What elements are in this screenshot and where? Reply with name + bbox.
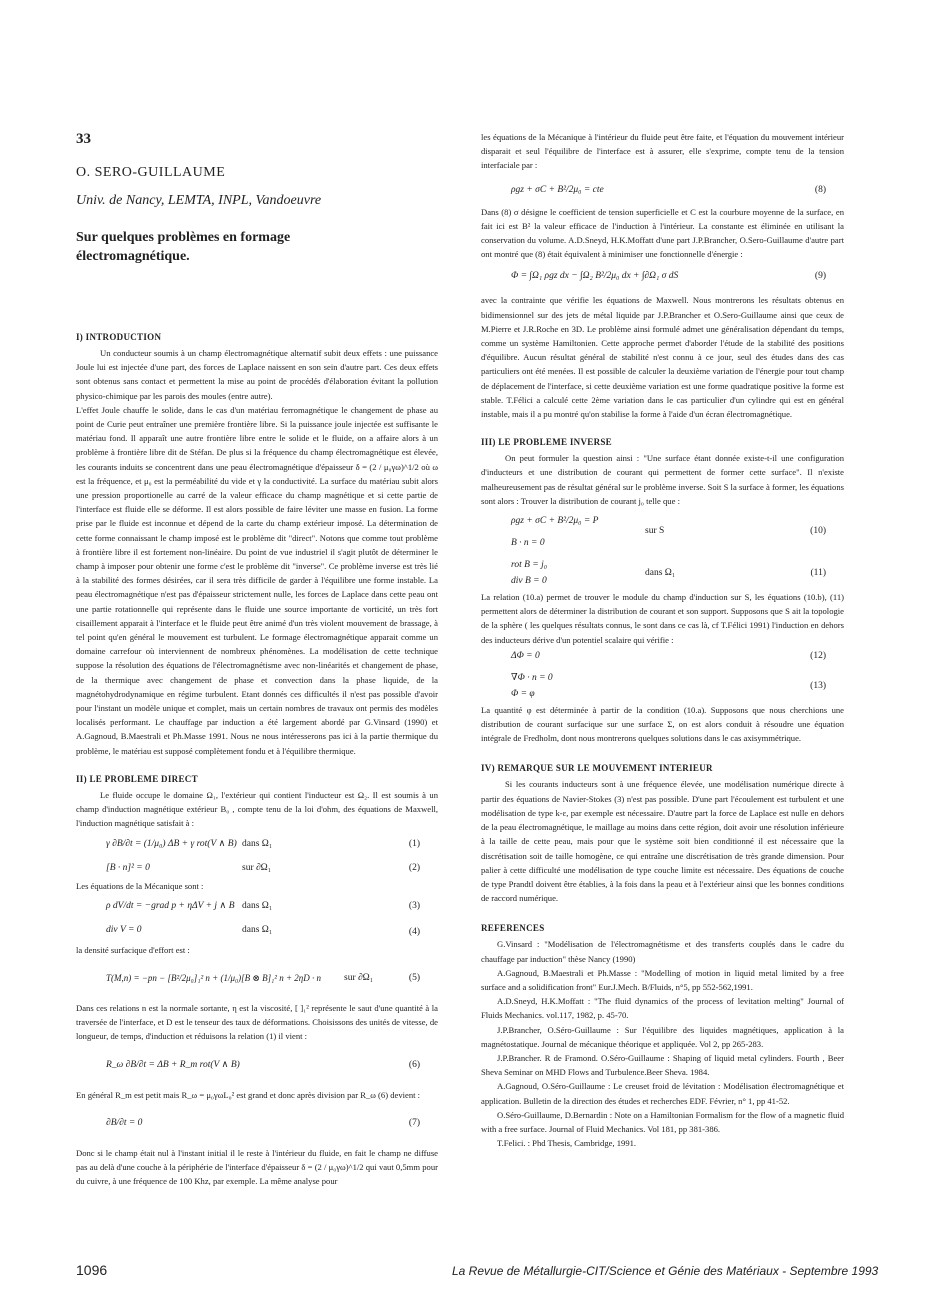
paragraph: Le fluide occupe le domaine Ω₁, l'extérieur qui contient l'inducteur est Ω₂. Il est soumis à un champ d'induction magnétique extérieur B₀ , compte tenu de la loi d'ohm, des équations de Maxwell, l'induction magnétique satisfait à : [76, 789, 438, 829]
equation-11 [481, 554, 844, 590]
paragraph: les équations de la Mécanique à l'intérieur du fluide peut être faite, et l'équation du mouvement intérieur disparait et seul l'équilibre de l'interface est à assurer, elle s'exprime, compte tenu de la tension interfaciale par : [481, 132, 844, 171]
equation-body: div B = 0 [511, 576, 547, 587]
section-heading-direct-problem: II) LE PROBLEME DIRECT [76, 773, 198, 784]
article-title [76, 228, 438, 266]
paragraph: la densité surfacique d'effort est : [76, 944, 190, 955]
equation-domain: dans Ω₁ [645, 568, 676, 579]
paragraph: L'effet Joule chauffe le solide, dans le cas d'un matériau ferromagnétique le changement de phase au point de Curie peut entraîner une première frontière libre. Si la puissance joule injectée est suffisante le matériau fond. Il apparaît une autre frontière libre entre le solide et le fluide, on a affaire alors à un problème à frontière libre dit de Stéfan. De plus si la fréquence du champ électromagnétique est élevée, les courants induits se concentrent dans une peau électromagnétique d'épaisseur δ = (2 / μ₀γω)^1/2 où ω est la fréquence, et μ₀ est la perméabilité du vide et γ la conductivité. La surface du matériau subit alors une pression proportionelle au carré de la valeur efficace du champ magnétique et si cette partie de l'interface est fluide elle se déforme. Il est alors possible de faire léviter une masse en fusion. La forme prise par le fluide est inconnue et dépend de la carte du champ extérieur imposé. La détermination de cette forme connaissant le champ imposé est le problème dit "direct". Notons que comme tout problème à frontière libre il est fortement non-linéaire. Du point de vue industriel il s'agit plutôt de déterminer le champ à imposer pour obtenir une forme c'est le problème dit "inverse". Ce problème inverse est très lié à la stabilité des formes désirées, car il sera très difficile de garder à l'équilibre une forme instable. La peau électromagnétique n'est pas d'épaisseur strictement nulle, les forces de Laplace dans cette peau ont une partie rotationnelle qui représente dans le fluide une source importante de vorticité, un très fort cisaillement apparait à l'interface et le fluide peut être animé d'un très violent mouvement de brassage, à tel point qu'en général le mouvement est turbulent. Le formage électromagnétique apparait comme un domaine carrefour où interviennent de nombreux phénomènes. La modélisation de cette technique suppose la résolution des équations de l'électromagnétisme avec non-linéarités et changement de phase, de la thermique avec changement de phase et convection dans la phase liquide, de la magnétohydrodynamique en régime turbulent. Etant donnés ces difficultés il n'est pas possible d'avoir pour l'instant un modèle unique et complet, mais un certain nombres de travaux ont permis des modèles localisés performant. Le chauffage par induction a été largement abordé par G.Vinsard (1990) et A.Gagnoud, B.Maestrali et Ph.Masse 1991. Nous ne nous intéresserons pas ici à la partie thermique du problème, le matériau est supposé complètement fondu et à l'équilibre thermique. [76, 404, 438, 756]
equation-body: B · n = 0 [511, 538, 545, 549]
equation-body: ρgz + σC + B²/2μ₀ = P [511, 516, 599, 527]
equation-2 [76, 861, 438, 879]
equation-body: [B · n]² = 0 [106, 862, 150, 873]
reference-list [481, 937, 844, 1150]
article-number: 33 [76, 131, 91, 147]
equation-10 [481, 508, 844, 554]
equation-9 [481, 261, 844, 293]
title-line-1: Sur quelques problèmes en formage [76, 230, 291, 245]
reference-item: A.Gagnoud, O.Séro-Guillaume : Le creuset froid de lévitation : Modélisation électromagnétique et application. Bulletin de la direction des études et recherches EDF. Février, n° 1, pp 41-52. [481, 1081, 844, 1106]
equation-8 [481, 173, 844, 205]
paragraph: Donc si le champ était nul à l'instant initial il le reste à l'intérieur du fluide, en fait le champ ne diffuse pas au delà d'une couche à la périphérie de l'interface d'épaisseur δ = (2 / μ₀γω)^1/2 qui vaut 0,5mm pour du cuivre, à une fréquence de 100 Khz, par exemple. La même analyse pour [76, 1147, 438, 1187]
equation-body: ΔΦ = 0 [511, 650, 540, 661]
equation-number: (8) [814, 184, 826, 195]
equation-domain: dans Ω₁ [242, 924, 273, 935]
equation-number: (13) [810, 680, 826, 691]
right-column [481, 130, 844, 1150]
reference-item: O.Séro-Guillaume, D.Bernardin : Note on a Hamiltonian Formalism for the flow of a magnetic fluid with a free surface. Journal of Fluid Mechanics. Vol 181, pp 381-386. [481, 1109, 844, 1134]
equation-number: (1) [408, 838, 420, 849]
equation-3 [76, 893, 438, 923]
equation-5 [76, 957, 438, 1001]
equation-body: ρ dV/dt = −grad p + ηΔV + j ∧ B [106, 900, 235, 911]
equation-number: (10) [810, 526, 826, 537]
equation-domain: sur ∂Ω₁ [344, 972, 374, 983]
equation-domain: sur S [645, 526, 665, 537]
equation-domain: dans Ω₁ [242, 900, 273, 911]
section-heading-inverse-problem: III) LE PROBLEME INVERSE [481, 437, 612, 448]
equation-6 [76, 1044, 438, 1088]
paragraph: avec la contrainte que vérifie les équations de Maxwell. Nous montrerons les résultats obtenus en bidimensionnel sur des jets de métal liquide par J.P.Brancher et O.Sero-Guillaume ainsi que ceux de M.Pierre et J.R.Roche en 3D. Le problème ainsi formulé admet une généralisation dépendant du temps, comme un système Hamiltonien. Cette approche permet d'aborder l'étude de la stabilité des positions d'équilibre. Aucun résultat général de stabilité n'est connu à ce jour, seul des études dans des cas particuliers ont été menées. Il est possible de calculer la deuxième variation de l'énergie pour tout champ de déplacement de l'interface, si cette deuxième variation est une forme quadratique positive la forme est stable. T.Félici a calculé cette 2ème variation dans le cas particulier d'un cylindre qui est en général instable, mais il a pu montré qu'on stabilise la forme à l'aide d'un écran électromagnétique. [481, 295, 844, 420]
paragraph: Si les courants inducteurs sont à une fréquence élevée, une modélisation numérique directe à partir des équations de Navier-Stokes (3) n'est pas possible. D'une part l'écoulement est turbulent et une modélisation de type k-ε, par exemple est nécessaire. D'autre part la force de Laplace est nulle en dehors de la peau électromagnétique, le maillage au moins dans cette région, doit avoir une résolution inférieure à la taille de cette peau, mais pour que le système soit bien conditionné il est nécessaire que la discrétisation soit de taille homogène, ce qui entraîne une discrétisation de très grande dimension. Pour palier à cette difficulté une modélisation de type couche limite est nécessaire. Des équations de couche de type Prandtl doivent être établies, à la fois dans la peau et à l'extérieur ainsi que les bonnes conditions de raccord numérique. [481, 779, 844, 904]
author-affiliation: Univ. de Nancy, LEMTA, INPL, Vandoeuvre [76, 193, 322, 208]
paragraph: La relation (10.a) permet de trouver le module du champ d'induction sur S, les équations (10.b), (11) permettent alors de déterminer la distribution de courant et son support. Supposons que S ait la topologie de la sphère ( les quelques résultats connus, le sont dans ce cas là, cf T.Félici 1991) l'induction en dehors des inducteurs dérive d'un potentiel scalaire qui vérifie : [481, 592, 844, 645]
equation-number: (11) [810, 568, 826, 579]
equation-12 [481, 647, 844, 667]
reference-item: A.Gagnoud, B.Maestrali et Ph.Masse : "Modelling of motion in liquid metal limited by a free surface and a solidification front" Eur.J.Mech. B/Fluids, n°5, pp 552-562,1991. [481, 967, 844, 992]
equation-number: (7) [408, 1117, 420, 1128]
equation-body: Φ = ∫Ω₁ ρgz dx − ∫Ω₂ B²/2μ₀ dx + ∫∂Ω₁ σ dS [511, 271, 679, 282]
paragraph: En général R_m est petit mais R_ω = μ₀γωL₀² est grand et donc après division par R_ω (6) devient : [76, 1089, 421, 1100]
equation-body: Φ = φ [511, 688, 535, 699]
equation-body: ∂B/∂t = 0 [106, 1117, 143, 1128]
equation-number: (2) [408, 862, 420, 873]
equation-number: (6) [408, 1059, 420, 1070]
equation-4 [76, 923, 438, 943]
equation-13 [481, 667, 844, 703]
paragraph: Dans ces relations n est la normale sortante, η est la viscosité, [ ]₁² représente le saut d'une quantité à la traversée de l'interface, et D est le tenseur des taux de déformations. Choisissons des unités de vitesse, de longueur, de temps, d'induction et réduisons la relation (1) il vient : [76, 1002, 438, 1042]
equation-number: (4) [408, 926, 420, 937]
title-line-2: électromagnétique. [76, 249, 190, 264]
author-name: O. SERO-GUILLAUME [76, 165, 226, 180]
equation-number: (9) [814, 271, 826, 282]
equation-number: (3) [408, 900, 420, 911]
equation-body: rot B = j₀ [511, 560, 548, 571]
equation-7 [76, 1102, 438, 1146]
reference-item: G.Vinsard : "Modélisation de l'électromagnétisme et des transferts couplés dans le cadre du chauffage par induction" thèse Nancy (1990) [481, 939, 844, 964]
reference-item: J.P.Brancher, O.Séro-Guillaume : Sur l'équilibre des liquides magnétiques, application à la magnétostatique. Journal de mécanique théorique et appliquée. Vol 2, pp 265-283. [481, 1024, 844, 1049]
reference-item: J.P.Brancher. R de Framond. O.Séro-Guillaume : Shaping of liquid metal cylinders. Fourth , Beer Sheva Seminar on MHD Flows and Turbulence.Beer Sheva. 1984. [481, 1052, 844, 1078]
left-column [76, 130, 438, 1188]
equation-number: (12) [810, 650, 826, 661]
section-heading-introduction: I) INTRODUCTION [76, 332, 162, 342]
equation-body: R_ω ∂B/∂t = ΔB + R_m rot(V ∧ B) [106, 1059, 240, 1070]
page-number: 1096 [76, 1262, 108, 1278]
reference-item: A.D.Sneyd, H.K.Moffatt : "The fluid dynamics of the process of levitation melting" Journal of Fluids Mechanics. vol.117, 1982, p. 45-70. [481, 996, 844, 1021]
equation-body: ρgz + σC + B²/2μ₀ = cte [511, 184, 604, 195]
paragraph: La quantité φ est déterminée à partir de la condition (10.a). Supposons que nous cherchions une distribution de courant surfacique sur une surface Σ, on est alors conduit à résoudre une équation intégrale de Fredholm, dont nous montrerons quelques solutions dans le cas axisymmétrique. [481, 704, 844, 744]
paragraph: Un conducteur soumis à un champ électromagnétique alternatif subit deux effets : une puissance Joule lui est injectée d'une part, des forces de Laplace naissent en son sein d'autre part. Ces deux effets sont obtenus sans contact et permettent la mise au point de procédés d'élaboration évitant la pollution physico-chimique par les parois des moules (entre autre). [76, 348, 438, 401]
equation-domain: dans Ω₁ [242, 838, 273, 849]
equation-body: ∇Φ · n = 0 [511, 672, 553, 683]
equation-body: div V = 0 [106, 924, 142, 935]
journal-footer: La Revue de Métallurgie-CIT/Science et Génie des Matériaux - Septembre 1993 [452, 1264, 879, 1278]
paragraph: Les équations de la Mécanique sont : [76, 880, 204, 891]
equation-1 [76, 831, 438, 861]
section-heading-interior-motion: IV) REMARQUE SUR LE MOUVEMENT INTERIEUR [481, 763, 713, 774]
equation-body: T(M,n) = −pn − [B²/2μ₀]₁² n + (1/μ₀)[B ⊗ B]₁² n + 2ηD · n [106, 972, 322, 983]
equation-body: γ ∂B/∂t = (1/μ₀) ΔB + γ rot(V ∧ B) [106, 838, 237, 849]
reference-item: T.Felici. : Phd Thesis, Cambridge, 1991. [497, 1138, 637, 1149]
section-heading-references: REFERENCES [481, 923, 545, 934]
equation-number: (5) [408, 972, 420, 983]
paragraph: On peut formuler la question ainsi : "Une surface étant donnée existe-t-il une configuration d'inducteurs et une distribution de courant qui permettent de former cette surface". Il n'existe malheureusement pas de résultat général sur le problème inverse. Soit S la surface à former, les équations sont alors : Trouver la distribution de courant j₀ telle que : [481, 453, 844, 506]
equation-domain: sur ∂Ω₁ [242, 862, 272, 873]
paragraph: Dans (8) σ désigne le coefficient de tension superficielle et C est la courbure moyenne de la surface, en fait ici est B² la valeur efficace de l'induction à l'intérieur. La constante est éliminée en utilisant la conservation du volume. A.D.Sneyd, H.K.Moffatt d'une part J.P.Brancher, O.Sero-Guillaume d'autre part ont montré que (8) était équivalent à minimiser une fonctionnelle d'énergie : [481, 206, 844, 260]
